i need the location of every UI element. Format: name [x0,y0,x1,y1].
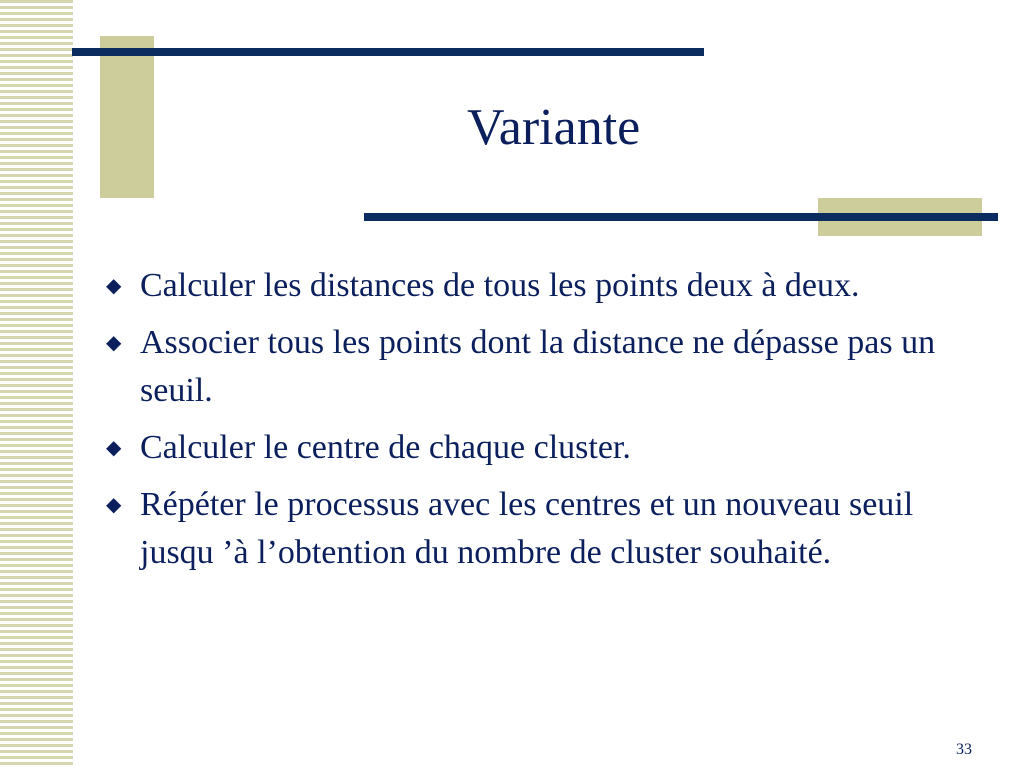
decorative-stripes [0,0,73,768]
bullet-text: Calculer le centre de chaque cluster. [140,429,631,466]
bullet-text: Associer tous les points dont la distance ne dépasse pas un seuil. [140,324,936,409]
slide-title: Variante [467,99,641,156]
bullet-item [100,481,980,577]
bullet-item [100,319,980,415]
diamond-bullet-icon: ◆ [106,275,122,297]
slide-number: 33 [956,741,972,758]
bullet-text: Répéter le processus avec les centres et un nouveau seuil jusqu ’à l’obtention du nombre de cluster souhaité. [140,486,914,571]
diamond-bullet-icon: ◆ [106,437,122,459]
diamond-bullet-icon: ◆ [106,494,122,516]
bullet-item [100,262,980,310]
decorative-line-top [72,48,704,56]
bullet-text: Calculer les distances de tous les points deux à deux. [140,267,860,304]
decorative-line-bottom [364,213,998,221]
bullet-item [100,424,980,472]
decorative-block-left [100,36,154,198]
diamond-bullet-icon: ◆ [106,332,122,354]
bullet-list [100,262,980,586]
